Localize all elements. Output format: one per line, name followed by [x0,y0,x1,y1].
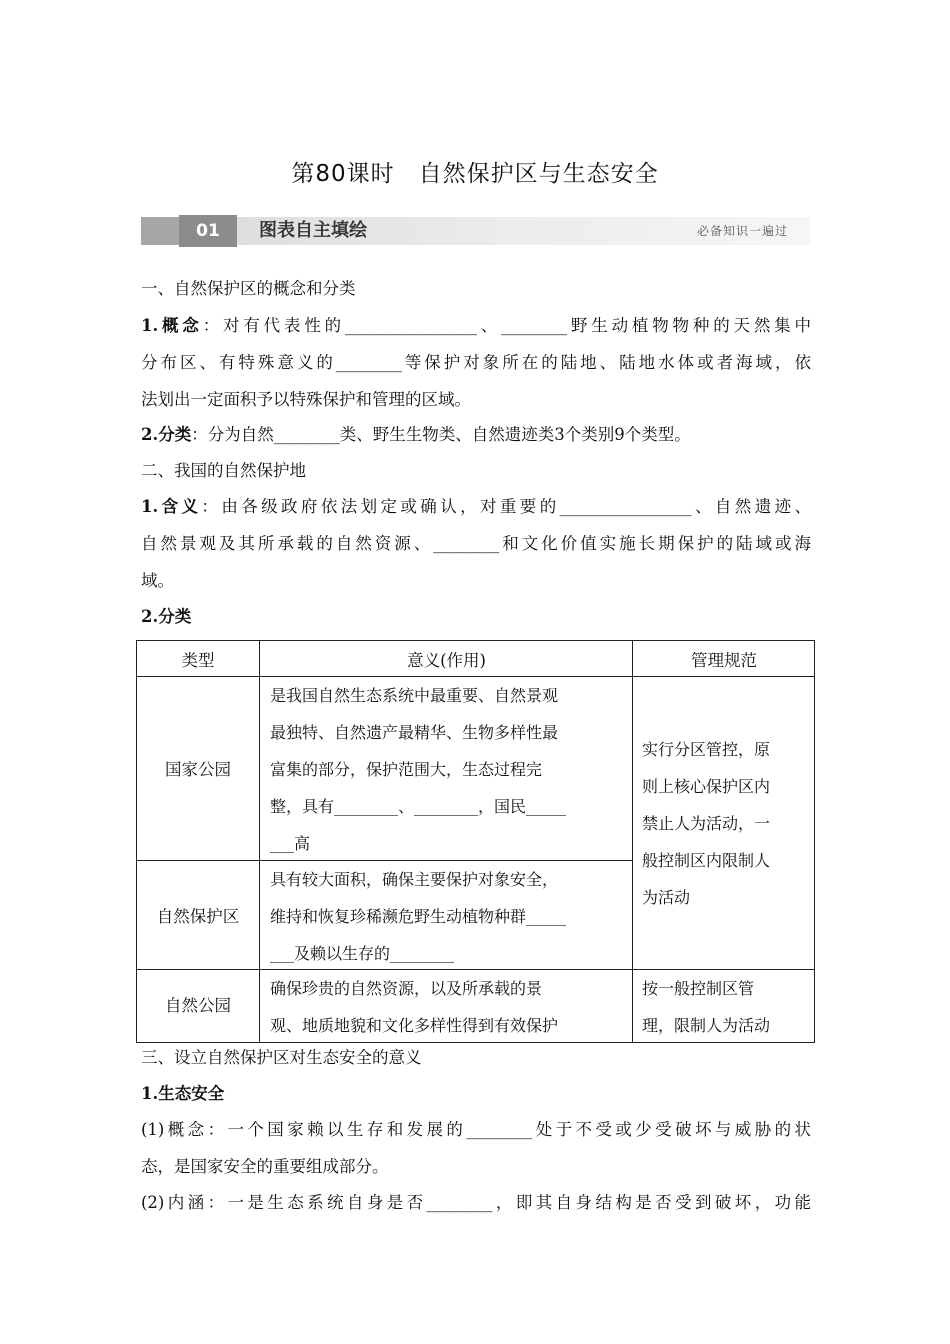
row3-mgmt-2: 理，限制人为活动 [642,1016,771,1035]
eco-concept-line-1: (1)概念：一个国家赖以生存和发展的________处于不受或少受破坏与威胁的状 [141,1120,811,1139]
mgmt-line-4: 般控制区内限制人 [642,851,771,870]
eco-connotation-line: (2)内涵：一是生态系统自身是否________，即其自身结构是否受到破坏，功能 [141,1193,811,1212]
row3-meaning-2: 观、地质地貌和文化多样性得到有效保护 [270,1016,559,1035]
banner-right-text: 必备知识一遍过 [696,224,788,238]
concept-line-2: 分布区、有特殊意义的________等保护对象所在的陆地、陆地水体或者海域，依 [141,353,811,372]
classification-text: ：分为自然________类、野生生物类、自然遗迹类3个类别9个类型。 [191,425,691,444]
row3-meaning-1: 确保珍贵的自然资源，以及所承载的景 [270,979,543,998]
header-type-label: 类型 [181,651,215,670]
mgmt-line-3: 禁止人为活动，一 [642,814,771,833]
banner-heading: 图表自主填绘 [259,220,367,241]
header-type [136,640,260,676]
mgmt-line-5: 为活动 [642,888,691,907]
row-type-nature-park: 自然公园 [165,996,231,1015]
classification-line [141,425,811,445]
meaning-line-3: 域。 [141,571,174,590]
classification-label: 2.分类 [141,425,192,444]
row1-meaning-4: 整，具有________、________，国民_____ [270,797,567,816]
concept-line-1 [141,316,811,336]
concept-label: 1.概念 [141,316,203,335]
section2-heading: 二、我国的自然保护地 [141,461,306,480]
header-management-label: 管理规范 [691,651,757,670]
banner-accent [141,217,179,245]
protected-area-table [136,640,815,1042]
table-row [136,676,260,860]
header-meaning [260,640,633,676]
eco-security-heading: 1.生态安全 [141,1084,225,1103]
section2-class-label: 2.分类 [141,607,192,626]
table-row [136,969,260,1042]
header-management [633,640,815,676]
row1-meaning-2: 最独特、自然遗产最精华、生物多样性最 [270,723,559,742]
meaning-label: 1.含义 [141,497,202,516]
row1-meaning-1: 是我国自然生态系统中最重要、自然景观 [270,686,559,705]
table-row [136,860,260,969]
row1-meaning-3: 富集的部分，保护范围大，生态过程完 [270,760,543,779]
section-banner [141,215,810,247]
meaning-text-1: ：由各级政府依法划定或确认，对重要的________________、自然遗迹、 [201,497,811,516]
eco-concept-line-2: 态，是国家安全的重要组成部分。 [141,1157,389,1176]
row1-meaning-5: ___高 [270,834,311,853]
concept-text-1: ：对有代表性的________________、________野生动植物物种的天然集中 [202,316,811,335]
row2-meaning-1: 具有较大面积，确保主要保护对象安全， [270,870,559,889]
row3-mgmt-1: 按一般控制区管 [642,979,755,998]
mgmt-line-2: 则上核心保护区内 [642,777,771,796]
row-type-nature-reserve: 自然保护区 [156,907,240,926]
row-type-national-park: 国家公园 [165,760,231,779]
row2-meaning-3: ___及赖以生存的________ [270,944,455,963]
header-meaning-label: 意义(作用) [407,651,486,670]
meaning-line-2: 自然景观及其所承载的自然资源、________和文化价值实施长期保护的陆域或海 [141,534,811,553]
section1-heading: 一、自然保护区的概念和分类 [141,279,356,298]
meaning-line-1 [141,497,811,517]
banner-number: 01 [179,215,237,247]
concept-line-3: 法划出一定面积予以特殊保护和管理的区域。 [141,390,471,409]
mgmt-line-1: 实行分区管控，原 [642,740,771,759]
page-title: 第80课时 自然保护区与生态安全 [291,161,659,187]
section3-heading: 三、设立自然保护区对生态安全的意义 [141,1048,422,1067]
row2-meaning-2: 维持和恢复珍稀濒危野生动植物种群_____ [270,907,567,926]
